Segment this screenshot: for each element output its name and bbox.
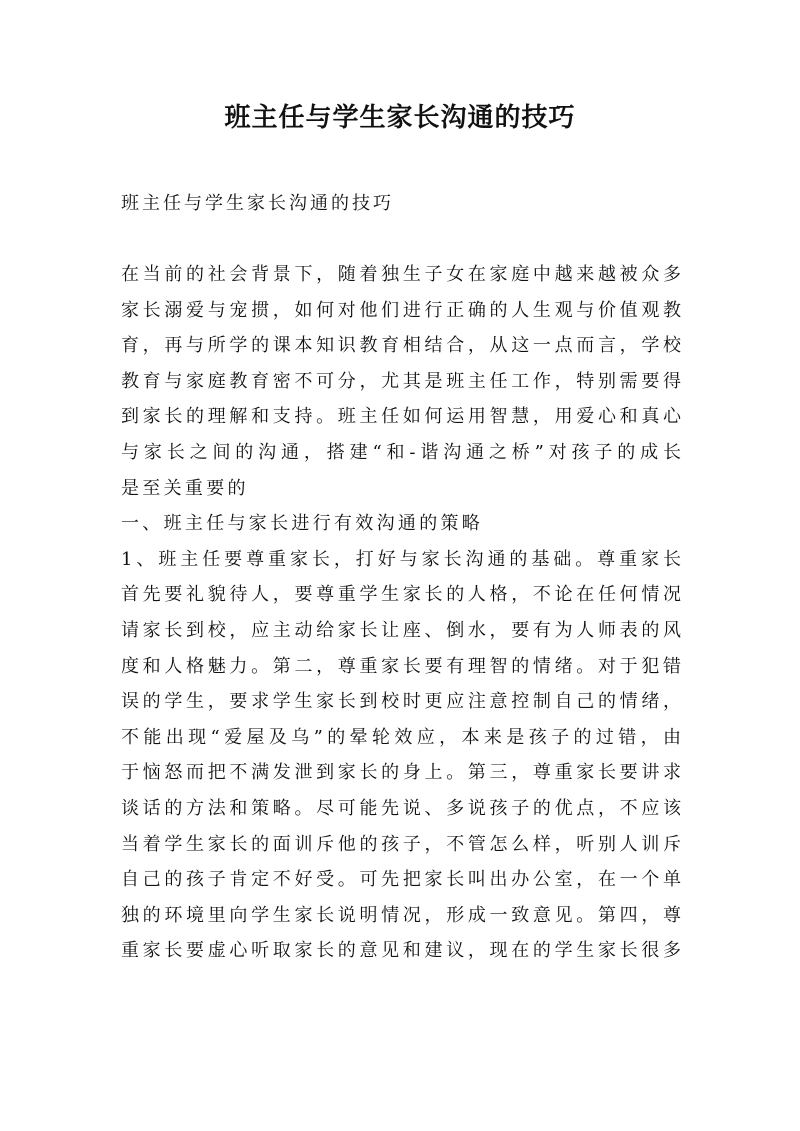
- body-line: 育，再与所学的课本知识教育相结合，从这一点而言，学校: [121, 335, 681, 357]
- body-line: 家长溺爱与宠掼，如何对他们进行正确的人生观与价值观教: [121, 299, 681, 321]
- body-line: 误的学生，要求学生家长到校时更应注意控制自己的情绪，: [121, 691, 681, 713]
- body-line: 独的环境里向学生家长说明情况，形成一致意见。第四，尊: [121, 904, 681, 926]
- document-title: 班主任与学生家长沟通的技巧: [224, 103, 576, 133]
- body-line: 是至关重要的: [121, 477, 249, 499]
- document-subtitle: 班主任与学生家长沟通的技巧: [121, 193, 394, 214]
- body-line: 于恼怒而把不满发泄到家长的身上。第三，尊重家长要讲求: [121, 762, 681, 784]
- section-heading: 一、班主任与家长进行有效沟通的策略: [121, 513, 484, 535]
- body-line: 谈话的方法和策略。尽可能先说、多说孩子的优点，不应该: [121, 797, 681, 819]
- body-line: 度和人格魅力。第二，尊重家长要有理智的情绪。对于犯错: [121, 655, 681, 677]
- body-line: 1、班主任要尊重家长，打好与家长沟通的基础。尊重家长: [121, 548, 681, 570]
- body-line: 到家长的理解和支持。班主任如何运用智慧，用爱心和真心: [121, 406, 681, 428]
- body-line: 自己的孩子肯定不好受。可先把家长叫出办公室，在一个单: [121, 869, 681, 891]
- body-line: 教育与家庭教育密不可分，尤其是班主任工作，特别需要得: [121, 370, 681, 392]
- document-body: [121, 257, 681, 969]
- body-line: 不能出现“爱屋及乌”的晕轮效应，本来是孩子的过错，由: [121, 726, 681, 748]
- body-line: 与家长之间的沟通，搭建“和-谐沟通之桥”对孩子的成长: [121, 441, 681, 463]
- body-line: 请家长到校，应主动给家长让座、倒水，要有为人师表的风: [121, 619, 681, 641]
- body-line: 当着学生家长的面训斥他的孩子，不管怎么样，听别人训斥: [121, 833, 681, 855]
- body-line: 首先要礼貌待人，要尊重学生家长的人格，不论在任何情况: [121, 584, 681, 606]
- body-line: 重家长要虚心听取家长的意见和建议，现在的学生家长很多: [121, 940, 681, 962]
- body-line: 在当前的社会背景下，随着独生子女在家庭中越来越被众多: [121, 264, 681, 285]
